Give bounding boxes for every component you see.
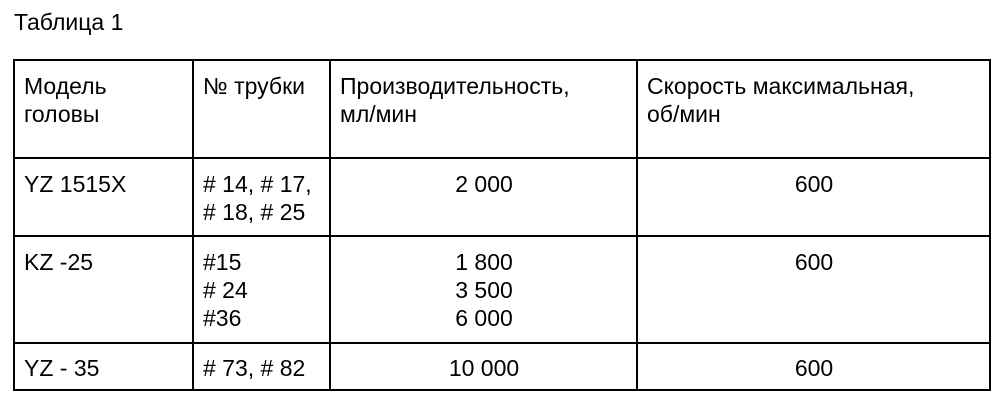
cell-speed — [637, 343, 990, 390]
header-model-line: головы — [24, 101, 100, 127]
header-performance — [330, 60, 637, 158]
performance-value: 6 000 — [455, 305, 513, 331]
header-speed-line: об/мин — [647, 101, 721, 127]
table-row — [14, 158, 990, 236]
cell-tubes — [193, 158, 330, 236]
cell-performance — [330, 236, 637, 343]
header-model — [14, 60, 193, 158]
header-speed-line: Скорость максимальная, — [647, 73, 915, 99]
performance-value: 10 000 — [448, 355, 520, 381]
tube-value: # 73, # 82 — [203, 355, 306, 381]
performance-value: 1 800 — [455, 249, 513, 275]
header-tube — [193, 60, 330, 158]
cell-model — [14, 236, 193, 343]
table-caption: Таблица 1 — [14, 9, 124, 35]
cell-speed — [637, 158, 990, 236]
cell-performance — [330, 158, 637, 236]
speed-value: 600 — [794, 249, 834, 275]
cell-model — [14, 343, 193, 390]
model-value: KZ -25 — [24, 249, 94, 275]
table-row — [14, 343, 990, 390]
model-value: YZ - 35 — [24, 355, 100, 381]
tube-value: # 18, # 25 — [203, 199, 306, 225]
cell-model — [14, 158, 193, 236]
table-header-row — [14, 60, 990, 158]
performance-value: 3 500 — [455, 277, 513, 303]
header-model-line: Модель — [24, 73, 107, 99]
cell-performance — [330, 343, 637, 390]
tube-value: # 14, # 17, — [203, 171, 312, 197]
header-performance-line: Производительность, — [340, 73, 570, 99]
performance-value: 2 000 — [455, 171, 513, 197]
model-value: YZ 1515X — [24, 171, 127, 197]
tube-value: #15 — [203, 249, 242, 275]
speed-value: 600 — [794, 355, 834, 381]
cell-tubes — [193, 343, 330, 390]
tube-value: # 24 — [203, 277, 248, 303]
speed-value: 600 — [794, 171, 834, 197]
header-performance-line: мл/мин — [340, 101, 417, 127]
tube-value: #36 — [203, 305, 242, 331]
specification-table — [13, 59, 991, 391]
table-row — [14, 236, 990, 343]
header-tube-line: № трубки — [203, 73, 305, 99]
cell-tubes — [193, 236, 330, 343]
header-speed — [637, 60, 990, 158]
cell-speed — [637, 236, 990, 343]
